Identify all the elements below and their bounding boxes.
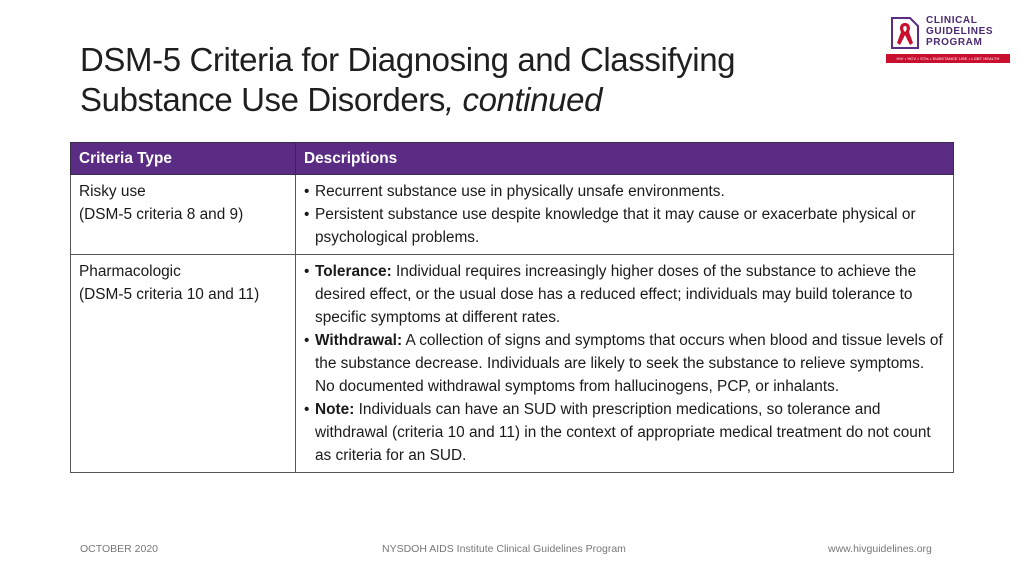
description-list: [304, 180, 945, 249]
footer-program: NYSDOH AIDS Institute Clinical Guidelines Program: [382, 543, 626, 555]
logo-line-1: CLINICAL: [926, 15, 978, 26]
criteria-type-ref: (DSM-5 criteria 8 and 9): [79, 206, 244, 223]
table-header-row: [71, 143, 954, 175]
list-item: [304, 398, 945, 467]
criteria-type-name: Risky use: [79, 183, 146, 200]
header-descriptions: Descriptions: [296, 143, 954, 175]
ribbon-logo-icon: [890, 16, 920, 50]
list-item: [304, 260, 945, 329]
criteria-table: [70, 142, 954, 473]
description-cell: [296, 175, 954, 255]
header-criteria-type: Criteria Type: [71, 143, 296, 175]
table-row: [71, 255, 954, 473]
criteria-type-ref: (DSM-5 criteria 10 and 11): [79, 286, 260, 303]
criteria-type-name: Pharmacologic: [79, 263, 181, 280]
bullet-text: Persistent substance use despite knowledge that it may cause or exacerbate physical or psychological problems.: [315, 206, 916, 246]
description-list: [304, 260, 945, 467]
bullet-label: Withdrawal:: [315, 332, 403, 349]
clinical-guidelines-logo: [886, 14, 1010, 64]
criteria-type-cell: [71, 175, 296, 255]
table-row: [71, 175, 954, 255]
bullet-text: A collection of signs and symptoms that occurs when blood and tissue levels of the substance decrease. Individuals are likely to seek the substance to relieve symptoms. No documented withdrawal symptoms from hallucinogens, PCP, or inhalants.: [315, 332, 943, 395]
bullet-text: Individual requires increasingly higher doses of the substance to achieve the desired effect, or the usual dose has a reduced effect; individuals may build tolerance to specific symptoms at different rates.: [315, 263, 917, 326]
logo-text: [926, 15, 1010, 48]
footer-date: OCTOBER 2020: [80, 543, 159, 555]
bullet-icon: •: [304, 263, 310, 280]
list-item: [304, 329, 945, 398]
bullet-text: Individuals can have an SUD with prescription medications, so tolerance and withdrawal (criteria 10 and 11) in the context of appropriate medical treatment do not count as criteria for an SUD.: [315, 401, 931, 464]
page-title: [80, 40, 870, 120]
bullet-icon: •: [304, 206, 310, 223]
bullet-icon: •: [304, 183, 310, 200]
bullet-label: Tolerance:: [315, 263, 392, 280]
footer-url: www.hivguidelines.org: [828, 543, 932, 555]
bullet-icon: •: [304, 401, 310, 418]
bullet-icon: •: [304, 332, 310, 349]
description-cell: [296, 255, 954, 473]
criteria-type-cell: [71, 255, 296, 473]
list-item: [304, 180, 945, 203]
title-continued: , continued: [444, 81, 603, 118]
title-main: DSM-5 Criteria for Diagnosing and Classifying Substance Use Disorders: [80, 41, 736, 118]
bullet-text: Recurrent substance use in physically unsafe environments.: [315, 183, 725, 200]
bullet-label: Note:: [315, 401, 355, 418]
logo-tagline: HIV • HCV • STIs • SUBSTANCE USE • LGBT HEALTH: [886, 54, 1010, 63]
logo-line-3: PROGRAM: [926, 37, 983, 48]
logo-line-2: GUIDELINES: [926, 26, 994, 37]
list-item: [304, 203, 945, 249]
